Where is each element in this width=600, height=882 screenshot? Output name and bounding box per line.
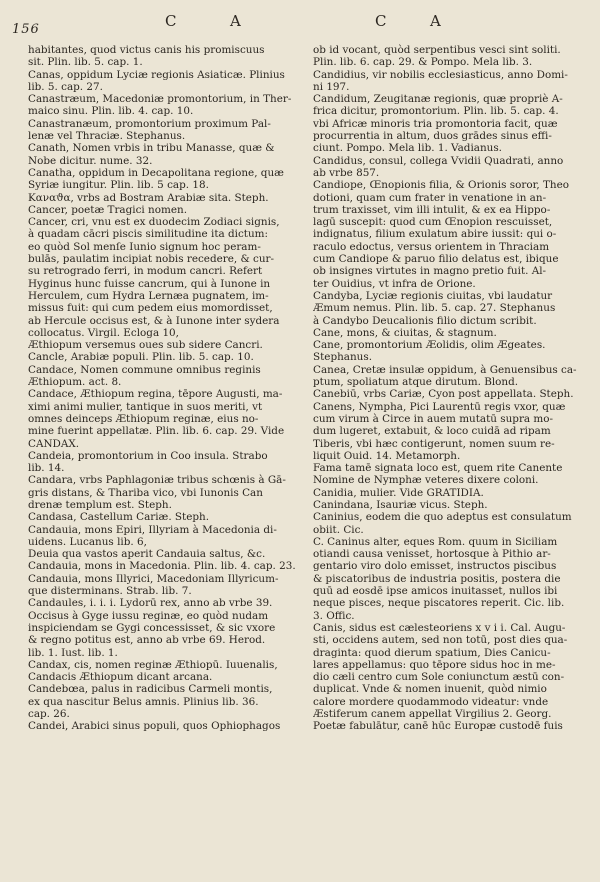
text-line: Æstiferum canem appellat Virgilius 2. Georg. bbox=[313, 708, 552, 721]
text-line: procurrentia in altum, duos grādes sinus effi- bbox=[313, 130, 552, 143]
header-letter: C bbox=[165, 12, 178, 30]
text-line: cum Candiope & paruo filio delatus est, ibique bbox=[313, 253, 559, 266]
text-line: collocatus. Virgil. Ecloga 10, bbox=[28, 326, 179, 339]
text-line: ximi animi mulier, tantique in suos meriti, vt bbox=[28, 400, 263, 413]
text-line: lenæ vel Thraciæ. Stephanus. bbox=[28, 130, 186, 143]
text-line: Stephanus. bbox=[313, 351, 373, 364]
text-line: Candauia, mons in Macedonia. Plin. lib. 4. cap. 23. bbox=[28, 560, 296, 573]
text-line: dotioni, quam cum frater in venatione in an- bbox=[313, 191, 547, 204]
text-line: Candidius, vir nobilis ecclesiasticus, anno Domi- bbox=[313, 68, 568, 81]
text-line: Candace, Nomen commune omnibus reginis bbox=[28, 363, 261, 376]
text-line: Plin. lib. 6. cap. 29. & Pompo. Mela lib. 3. bbox=[313, 56, 533, 69]
text-line: ptum, spoliatum atque dirutum. Blond. bbox=[313, 376, 519, 389]
text-line: frica dicitur, promontorium. Plin. lib. 5. cap. 4. bbox=[313, 105, 559, 118]
text-line: Æthiopum versemus oues sub sidere Cancri. bbox=[28, 339, 263, 352]
text-line: que disterminans. Strab. lib. 7. bbox=[28, 585, 192, 598]
text-line: à Candybo Deucalionis filio dictum scribit. bbox=[313, 314, 537, 327]
text-line: mine fuerint appellatæ. Plin. lib. 6. cap. 29. Vide bbox=[28, 425, 285, 438]
text-line: drenæ templum est. Steph. bbox=[28, 498, 172, 511]
text-line: Cane, mons, & ciuitas, & stagnum. bbox=[313, 326, 497, 339]
text-line: Canidia, mulier. Vide GRATIDIA. bbox=[313, 486, 484, 499]
left-column bbox=[28, 44, 303, 733]
text-line: lib. 1. Iust. lib. 1. bbox=[28, 646, 118, 659]
running-header bbox=[0, 12, 600, 36]
text-line: lares appellamus: quo tēpore sidus hoc in me- bbox=[313, 658, 556, 671]
text-line: sit. Plin. lib. 5. cap. 1. bbox=[28, 56, 143, 69]
text-line: gentario viro dolo emisset, instructos piscibus bbox=[313, 560, 557, 573]
text-line: ter Ouidius, vt infra de Orione. bbox=[313, 277, 476, 290]
text-line: cap. 26. bbox=[28, 708, 70, 721]
text-line: Candax, cis, nomen reginæ Æthiopū. Iuuenalis, bbox=[28, 658, 278, 671]
text-line: & regno potitus est, anno ab vrbe 69. Herod. bbox=[28, 634, 266, 647]
text-line: inspiciendam se Gygi concessisset, & sic vxore bbox=[28, 621, 276, 634]
text-line: Canastræum, Macedoniæ promontorium, in Ther- bbox=[28, 93, 292, 106]
text-line: Candei, Arabici sinus populi, quos Ophiophagos bbox=[28, 720, 281, 733]
text-line: calore mordere quodammodo videatur: vnde bbox=[313, 695, 549, 708]
text-line: Candyba, Lyciæ regionis ciuitas, vbi laudatur bbox=[313, 289, 553, 302]
text-line: lib. 5. cap. 27. bbox=[28, 80, 103, 93]
text-line: Nobe dicitur. nume. 32. bbox=[28, 154, 153, 167]
right-column bbox=[313, 44, 593, 733]
text-line: lagū suscepit: quod cum Œnopion rescuisset, bbox=[313, 216, 553, 229]
text-line: cum virum à Circe in auem mutatū supra mo- bbox=[313, 412, 554, 425]
text-line: ni 197. bbox=[313, 80, 350, 93]
text-line: trum traxisset, vim illi intulit, & ex ea Hippo- bbox=[313, 203, 551, 216]
text-line: otiandi causa venisset, hortosque à Pithio ar- bbox=[313, 548, 551, 561]
text-line: draginta: quod dierum spatium, Dies Canicu- bbox=[313, 646, 551, 659]
text-line: Canas, oppidum Lyciæ regionis Asiaticæ. Plinius bbox=[28, 68, 285, 81]
text-line: uidens. Lucanus lib. 6, bbox=[28, 535, 147, 548]
text-line: Candauia, mons Epiri, Illyriam à Macedonia di- bbox=[28, 523, 277, 536]
text-line: Occisus à Gyge iussu reginæ, eo quòd nudam bbox=[28, 609, 269, 622]
text-line: maico sinu. Plin. lib. 4. cap. 10. bbox=[28, 105, 194, 118]
text-line: lib. 14. bbox=[28, 462, 65, 475]
text-line: habitantes, quod victus canis his promiscuus bbox=[28, 44, 265, 56]
text-line: Cane, promontorium Æolidis, olim Ægeates. bbox=[313, 339, 546, 352]
text-line: Hyginus hunc fuisse cancrum, qui à Iunone in bbox=[28, 277, 271, 290]
text-line: CANDAX. bbox=[28, 437, 80, 450]
text-line: & piscatoribus de industria positis, postera die bbox=[313, 572, 561, 585]
page-number: 156 bbox=[12, 22, 40, 37]
text-line: Candiope, Œnopionis filia, & Orionis soror, Theo bbox=[313, 179, 570, 192]
text-line: Nomine de Nymphæ veteres dixere coloni. bbox=[313, 474, 539, 487]
text-line: liquit Ouid. 14. Metamorph. bbox=[313, 449, 461, 462]
text-line: Candaules, i. i. i. Lydorū rex, anno ab vrbe 39. bbox=[28, 597, 273, 610]
text-line: Candara, vrbs Paphlagoniæ tribus schœnis à Gā- bbox=[28, 474, 286, 487]
text-line: Candidum, Zeugitanæ regionis, quæ propriè A- bbox=[313, 93, 563, 106]
text-line: ex qua nascitur Belus amnis. Plinius lib. 36. bbox=[28, 695, 259, 708]
text-line: Fama tamē signata loco est, quem rite Canente bbox=[313, 462, 563, 475]
text-line: sti, occidens autem, sed non totū, post dies qua- bbox=[313, 634, 568, 647]
text-line: ab vrbe 857. bbox=[313, 166, 380, 179]
text-line: Herculem, cum Hydra Lernæa pugnatem, im- bbox=[28, 289, 269, 302]
text-line: Cancle, Arabiæ populi. Plin. lib. 5. cap. 10. bbox=[28, 351, 254, 364]
text-line: Cancer, cri, vnu est ex duodecim Zodiaci signis, bbox=[28, 216, 280, 229]
text-line: duplicat. Vnde & nomen inuenit, quòd nimio bbox=[313, 683, 547, 696]
text-line: gris distans, & Thariba vico, vbi Iunonis Can bbox=[28, 486, 263, 499]
text-line: Canatha, oppidum in Decapolitana regione, quæ bbox=[28, 166, 284, 179]
text-line: bulās, paulatim incipiat nobis recedere, & cur- bbox=[28, 253, 275, 266]
text-line: missus fuit: qui cum pedem eius momordisset, bbox=[28, 302, 273, 315]
text-line: dio cæli centro cum Sole coniunctum æstū con- bbox=[313, 671, 565, 684]
text-line: ob id vocant, quòd serpentibus vesci sint soliti. bbox=[313, 44, 561, 56]
text-line: raculo edoctus, versus orientem in Thraciam bbox=[313, 240, 550, 253]
text-line: Canis, sidus est cælesteoriens x v i i. Cal. Augu- bbox=[313, 621, 566, 634]
text-line: Candebœa, palus in radicibus Carmeli montis, bbox=[28, 683, 273, 696]
text-line: Candasa, Castellum Cariæ. Steph. bbox=[28, 511, 210, 524]
text-line: Canebiū, vrbs Cariæ, Cyon post appellata. Steph. bbox=[313, 388, 574, 401]
text-line: Candidus, consul, collega Vvidii Quadrati, anno bbox=[313, 154, 564, 167]
text-line: Canea, Cretæ insulæ oppidum, à Genuensibus ca- bbox=[313, 363, 577, 376]
text-line: Candauia, mons Illyrici, Macedoniam Illyricum- bbox=[28, 572, 279, 585]
text-line: Deuia qua vastos aperit Candauia saltus, &c. bbox=[28, 548, 266, 561]
text-line: su retrogrado ferri, in modum cancri. Refert bbox=[28, 265, 263, 278]
text-line: dum lugeret, extabuit, & loco cuidā ad ripam bbox=[313, 425, 551, 438]
text-line: neque pisces, neque piscatores reperit. Cic. lib. bbox=[313, 597, 565, 610]
text-line: C. Caninus alter, eques Rom. quum in Siciliam bbox=[313, 535, 558, 548]
text-line: à quadam cācri piscis similitudine ita dictum: bbox=[28, 228, 269, 241]
header-letter: C bbox=[375, 12, 388, 30]
text-line: Candacis Æthiopum dicant arcana. bbox=[28, 671, 213, 684]
text-line: quū ad eosdē ipse amicos inuitasset, nullos ibi bbox=[313, 585, 558, 598]
text-line: Syriæ iungitur. Plin. lib. 5 cap. 18. bbox=[28, 179, 209, 192]
header-letter: A bbox=[230, 12, 242, 30]
text-line: Canath, Nomen vrbis in tribu Manasse, quæ & bbox=[28, 142, 275, 155]
text-line: 3. Offic. bbox=[313, 609, 355, 622]
text-line: omnes deinceps Æthiopum reginæ, eius no- bbox=[28, 412, 259, 425]
text-line: Canastranæum, promontorium proximum Pal- bbox=[28, 117, 271, 130]
text-line: Cancer, poetæ Tragici nomen. bbox=[28, 203, 187, 216]
header-letter: A bbox=[430, 12, 442, 30]
text-line: Æmum nemus. Plin. lib. 5. cap. 27. Stephanus bbox=[313, 302, 556, 315]
text-line: Poetæ fabulātur, canē hūc Europæ custodē fuis bbox=[313, 720, 563, 733]
text-line: Canindana, Isauriæ vicus. Steph. bbox=[313, 498, 488, 511]
text-line: Καναϑα, vrbs ad Bostram Arabiæ sita. Steph. bbox=[28, 191, 269, 204]
text-line: ciunt. Pompo. Mela lib. 1. Vadianus. bbox=[313, 142, 502, 155]
text-line: obiit. Cic. bbox=[313, 523, 364, 536]
text-line: ob insignes virtutes in magno pretio fuit. Al- bbox=[313, 265, 547, 278]
text-line: Candace, Æthiopum regina, tēpore Augusti, ma- bbox=[28, 388, 283, 401]
text-line: Tiberis, vbi hæc contigerunt, nomen suum re- bbox=[313, 437, 555, 450]
text-line: Candeia, promontorium in Coo insula. Strabo bbox=[28, 449, 268, 462]
text-line: Canens, Nympha, Pici Laurentū regis vxor, quæ bbox=[313, 400, 566, 413]
text-line: ab Hercule occisus est, & à Iunone inter sydera bbox=[28, 314, 280, 327]
text-line: Caninius, eodem die quo adeptus est consulatum bbox=[313, 511, 572, 524]
text-line: eo quòd Sol menſe Iunio signum hoc peram- bbox=[28, 240, 261, 253]
text-line: indignatus, filium exulatum abire iussit: qui o- bbox=[313, 228, 557, 241]
text-line: Æthiopum. act. 8. bbox=[28, 376, 122, 389]
text-line: vbi Africæ minoris tria promontoria facit, quæ bbox=[313, 117, 558, 130]
